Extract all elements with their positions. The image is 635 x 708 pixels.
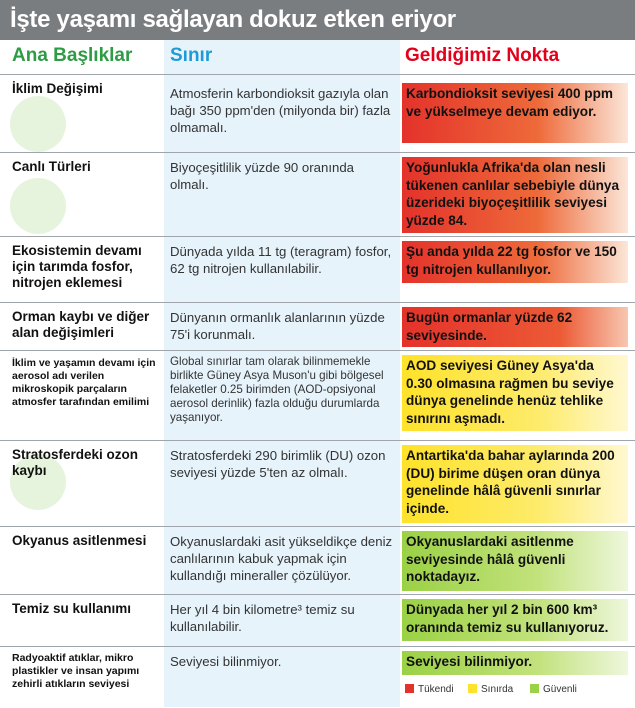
row-status: Yoğunlukla Afrika'da olan nesli tükenen canlılar sebebiyle dünya üzerideki biyoçeşitlilik seviyesi yüzde 84. xyxy=(402,157,628,233)
row-limit: Biyoçeşitlilik yüzde 90 oranında olmalı. xyxy=(170,160,354,192)
row-limit: Dünyada yılda 11 tg (teragram) fosfor, 62 tg nitrojen kullanılabilir. xyxy=(170,244,392,276)
row-status: Seviyesi bilinmiyor. xyxy=(402,651,628,675)
row-status: Okyanuslardaki asitlenme seviyesinde hâlâ güvenli noktadayız. xyxy=(402,531,628,591)
page-title: İşte yaşamı sağlayan dokuz etken eriyor xyxy=(0,0,635,40)
row-topic: Radyoaktif atıklar, mikro plastikler ve insan yapımı zehirli atıkların seviyesi xyxy=(12,652,140,690)
table-row xyxy=(0,440,635,527)
row-status: Antartika'da bahar aylarında 200 (DU) birime düşen oran dünya genelinde hâlâ güvenli sınırlar içinde. xyxy=(402,445,628,523)
legend-swatch xyxy=(405,684,414,693)
table-row xyxy=(0,646,635,708)
row-topic: Canlı Türleri xyxy=(12,159,91,174)
row-topic: İklim Değişimi xyxy=(12,81,103,96)
table-row xyxy=(0,302,635,351)
row-status: Karbondioksit seviyesi 400 ppm ve yükselmeye devam ediyor. xyxy=(402,83,628,143)
table-row xyxy=(0,236,635,303)
table-row xyxy=(0,526,635,595)
table-row xyxy=(0,152,635,237)
row-limit: Seviyesi bilinmiyor. xyxy=(170,654,282,669)
row-limit: Dünyanın ormanlık alanlarının yüzde 75'i korunmalı. xyxy=(170,310,385,342)
table-row xyxy=(0,74,635,153)
header-topics: Ana Başlıklar xyxy=(12,45,133,66)
row-status: Bugün ormanlar yüzde 62 seviyesinde. xyxy=(402,307,628,347)
row-topic: Ekosistemin devamı için tarımda fosfor, nitrojen eklemesi xyxy=(12,243,142,290)
table-row xyxy=(0,594,635,647)
legend-item-exhausted xyxy=(405,684,454,695)
legend-label: Güvenli xyxy=(543,684,577,695)
row-status: AOD seviyesi Güney Asya'da 0.30 olmasına rağmen bu seviye dünya genelinde henüz tehlike sınırını aşmadı. xyxy=(402,355,628,431)
header-status: Geldiğimiz Nokta xyxy=(405,45,560,66)
row-topic: Stratosferdeki ozon kaybı xyxy=(12,447,139,478)
table-row xyxy=(0,350,635,441)
row-topic: Orman kaybı ve diğer alan değişimleri xyxy=(12,309,150,340)
header-limit: Sınır xyxy=(170,45,213,66)
legend-item-safe xyxy=(530,684,577,695)
row-topic: Temiz su kullanımı xyxy=(12,601,132,616)
legend-item-borderline xyxy=(468,684,513,695)
row-limit: Global sınırlar tam olarak bilinmemekle birlikte Güney Asya Muson'u gibi bölgesel felaketler 0.25 birimden (AOD-opsiyonal aerosol derinlik) fazla olduğu durumlarda yaşanıyor. xyxy=(170,355,384,424)
row-limit: Okyanuslardaki asit yükseldikçe deniz canlılarının kabuk yapmak için kullandığı mineraller çözülüyor. xyxy=(170,534,393,583)
row-status: Şu anda yılda 22 tg fosfor ve 150 tg nitrojen kullanılıyor. xyxy=(402,241,628,283)
legend-swatch xyxy=(468,684,477,693)
row-status: Dünyada her yıl 2 bin 600 km³ oranında temiz su kullanıyoruz. xyxy=(402,599,628,641)
row-limit: Her yıl 4 bin kilometre³ temiz su kullanılabilir. xyxy=(170,602,355,634)
row-topic: Okyanus asitlenmesi xyxy=(12,533,147,548)
legend-swatch xyxy=(530,684,539,693)
legend-label: Tükendi xyxy=(418,684,454,695)
row-limit: Stratosferdeki 290 birimlik (DU) ozon seviyesi yüzde 5'ten az olmalı. xyxy=(170,448,386,480)
row-topic: İklim ve yaşamın devamı için aerosol adı verilen mikroskopik parçaların atmosfer tarafından emilimi xyxy=(12,357,156,408)
table-header xyxy=(0,40,635,74)
row-limit: Atmosferin karbondioksit gazıyla olan bağı 350 ppm'den (milyonda bir) fazla olmamalı. xyxy=(170,86,391,135)
legend-label: Sınırda xyxy=(481,684,514,695)
